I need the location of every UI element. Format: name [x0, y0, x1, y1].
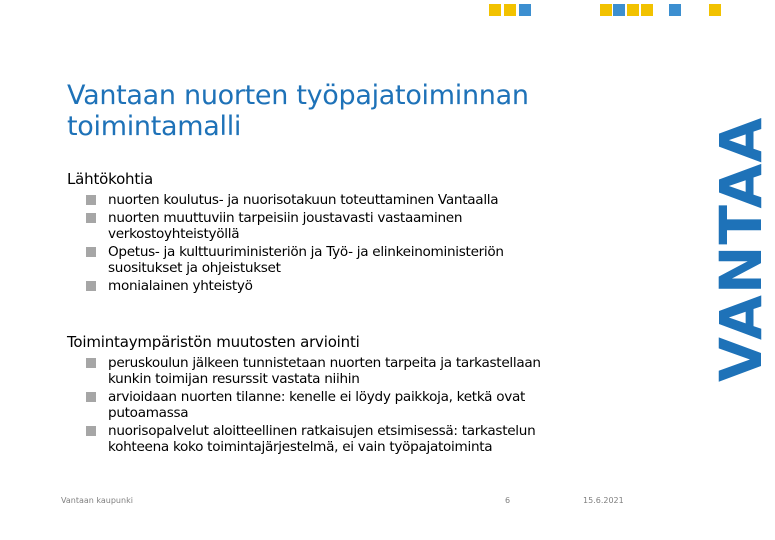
- bullet-text: peruskoulun jälkeen tunnistetaan nuorten tarpeita ja tarkastellaan: [108, 355, 541, 371]
- brand-square: [709, 4, 721, 16]
- bullet-text: monialainen yhteistyö: [108, 278, 253, 294]
- footer-date: 15.6.2021: [583, 496, 624, 505]
- brand-square: [519, 4, 531, 16]
- brand-square: [613, 4, 625, 16]
- brand-square: [600, 4, 612, 16]
- bullet-item: [86, 423, 541, 455]
- bullet-text: nuorten koulutus- ja nuorisotakuun toteuttaminen Vantaalla: [108, 192, 499, 208]
- bullet-text: putoamassa: [108, 405, 189, 421]
- brand-square: [669, 4, 681, 16]
- brand-square: [641, 4, 653, 16]
- slide-title: [67, 80, 627, 142]
- section-heading-toimintaympariston-muutosten-arviointi: Toimintaympäristön muutosten arviointi: [67, 333, 360, 351]
- bullet-text: kohteena koko toimintajärjestelmä, ei vain työpajatoiminta: [108, 439, 493, 455]
- bullet-text: kunkin toimijan resurssit vastata niihin: [108, 371, 360, 387]
- bullet-square-icon: [86, 392, 96, 402]
- brand-square: [489, 4, 501, 16]
- bullet-item: [86, 278, 504, 294]
- bullet-square-icon: [86, 247, 96, 257]
- vantaa-wordmark: VANTAA: [707, 116, 775, 382]
- bullet-square-icon: [86, 195, 96, 205]
- bullet-text: arvioidaan nuorten tilanne: kenelle ei löydy paikkoja, ketkä ovat: [108, 389, 526, 405]
- bullet-text: nuorten muuttuviin tarpeisiin joustavasti vastaaminen: [108, 210, 463, 226]
- bullet-text: suositukset ja ohjeistukset: [108, 260, 281, 276]
- bullet-item: [86, 210, 504, 242]
- bullet-item: [86, 244, 504, 276]
- bullet-text: nuorisopalvelut aloitteellinen ratkaisujen etsimisessä: tarkastelun: [108, 423, 536, 439]
- bullet-square-icon: [86, 213, 96, 223]
- bullet-text: verkostoyhteistyöllä: [108, 226, 240, 242]
- section-heading-lahtokohtia: Lähtökohtia: [67, 170, 153, 188]
- slide-title-line-1: Vantaan nuorten työpajatoiminnan: [67, 80, 529, 111]
- bullet-list-toimintaympariston-muutosten-arviointi: [86, 355, 541, 457]
- bullet-item: [86, 355, 541, 387]
- bullet-square-icon: [86, 426, 96, 436]
- bullet-item: [86, 389, 541, 421]
- brand-square: [627, 4, 639, 16]
- bullet-text: Opetus- ja kulttuuriministeriön ja Työ- ja elinkeinoministeriön: [108, 244, 504, 260]
- brand-squares: [489, 4, 719, 18]
- bullet-item: [86, 192, 504, 208]
- bullet-square-icon: [86, 281, 96, 291]
- bullet-square-icon: [86, 358, 96, 368]
- footer-page-number: 6: [505, 496, 511, 505]
- bullet-list-lahtokohtia: [86, 192, 504, 296]
- vantaa-logo: [652, 52, 775, 382]
- brand-square: [504, 4, 516, 16]
- slide-title-line-2: toimintamalli: [67, 111, 242, 142]
- footer-organization: Vantaan kaupunki: [61, 496, 133, 505]
